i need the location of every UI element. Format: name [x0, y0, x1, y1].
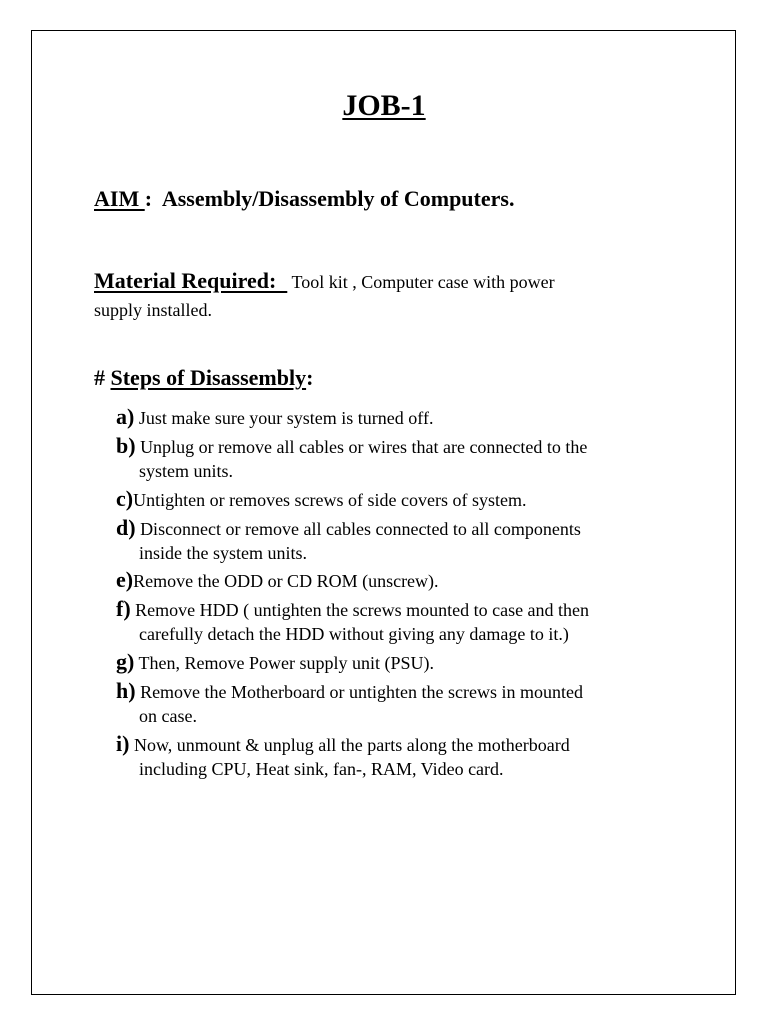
step-item-i	[116, 731, 676, 780]
step-text: Remove the ODD or CD ROM (unscrew).	[133, 571, 439, 591]
step-text: Unplug or remove all cables or wires that are connected to the	[135, 437, 588, 457]
steps-prefix: #	[94, 365, 111, 390]
material-text-line-1: Tool kit , Computer case with power	[287, 272, 555, 292]
material-section	[94, 266, 654, 321]
material-line-1	[94, 266, 654, 299]
step-item-c	[116, 486, 676, 513]
step-item-d	[116, 515, 676, 564]
step-text: Remove HDD ( untighten the screws mounted to case and then	[130, 600, 590, 620]
step-item-e	[116, 567, 676, 594]
step-text-continued: inside the system units.	[139, 543, 307, 563]
material-label: Material Required:	[94, 268, 288, 293]
material-text-line-2: supply installed.	[94, 300, 212, 320]
page-title-text: JOB-1	[342, 89, 426, 122]
step-text: Untighten or removes screws of side covers of system.	[133, 490, 527, 510]
steps-label: Steps of Disassembly	[110, 365, 307, 390]
step-item-a	[116, 404, 676, 431]
aim-label: AIM	[94, 186, 145, 211]
step-text: Disconnect or remove all cables connected to all components	[135, 519, 581, 539]
step-letter: f)	[116, 596, 131, 621]
step-item-b	[116, 433, 676, 482]
step-item-f	[116, 596, 676, 645]
step-letter: a)	[116, 404, 135, 429]
step-text: Remove the Motherboard or untighten the screws in mounted	[135, 682, 583, 702]
aim-separator: :	[144, 186, 162, 211]
step-letter: h)	[116, 678, 136, 703]
step-text-continued: on case.	[139, 706, 197, 726]
step-text: Just make sure your system is turned off.	[134, 408, 434, 428]
step-letter: i)	[116, 731, 130, 756]
step-letter: g)	[116, 649, 135, 674]
steps-suffix: :	[306, 365, 314, 390]
step-text-continued: carefully detach the HDD without giving any damage to it.)	[139, 624, 569, 644]
step-letter: b)	[116, 433, 136, 458]
step-text-continued: system units.	[139, 461, 234, 481]
step-text: Then, Remove Power supply unit (PSU).	[134, 653, 434, 673]
step-item-g	[116, 649, 676, 676]
step-letter: e)	[116, 567, 134, 592]
aim-line	[94, 184, 514, 214]
step-item-h	[116, 678, 676, 727]
step-letter: c)	[116, 486, 134, 511]
step-text-continued: including CPU, Heat sink, fan-, RAM, Video card.	[139, 759, 504, 779]
steps-heading	[94, 363, 313, 393]
step-letter: d)	[116, 515, 136, 540]
page-title	[0, 88, 768, 124]
aim-text: Assembly/Disassembly of Computers.	[161, 186, 515, 211]
step-text: Now, unmount & unplug all the parts along the motherboard	[129, 735, 570, 755]
